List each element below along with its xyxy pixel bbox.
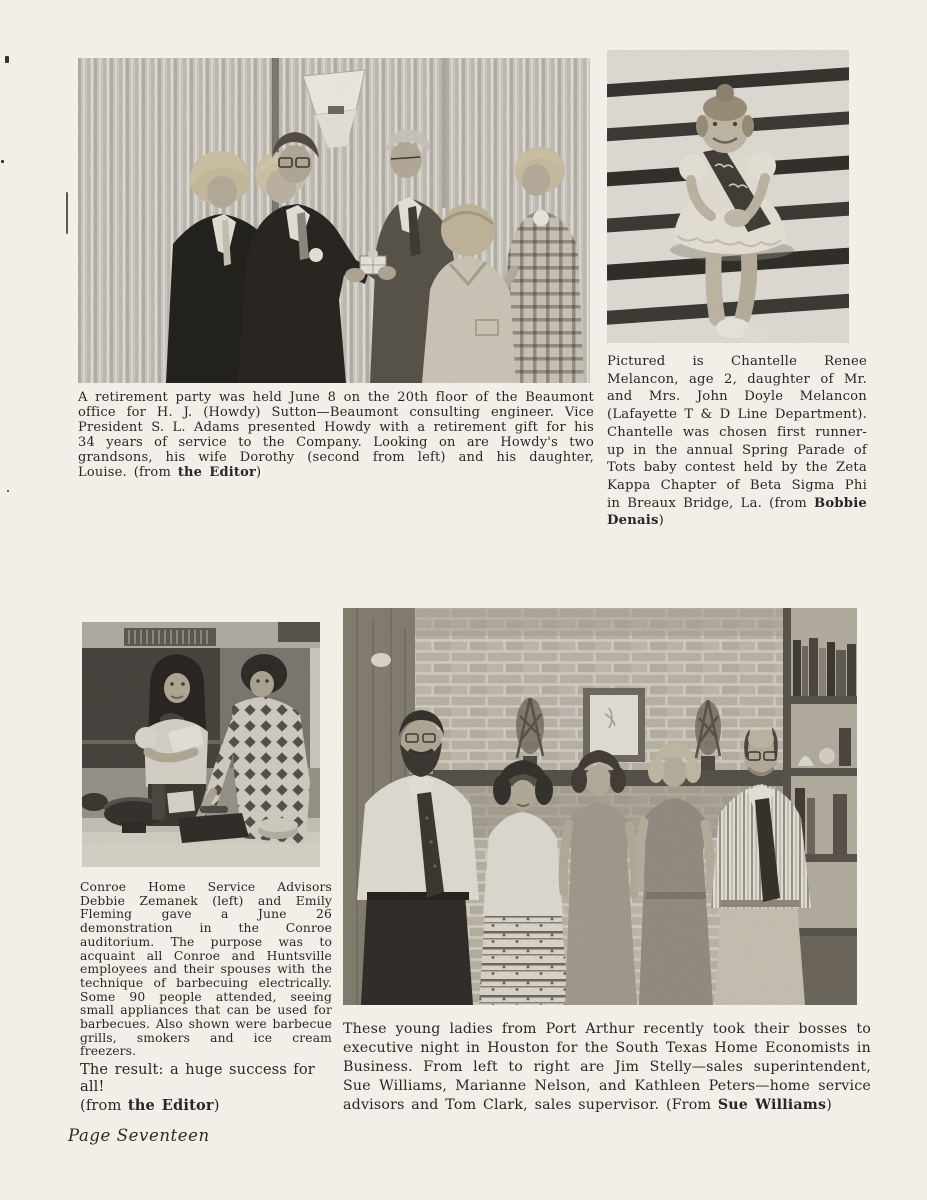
pageant-girl-photo — [607, 50, 849, 343]
retirement-party-caption — [78, 391, 594, 480]
credit-name: Bobbie Denais — [607, 495, 868, 529]
caption-text: Pictured is Chantelle Renee Melancon, age 2, daughter of Mr. and Mrs. John Doyle Melancon (Lafayette T & D Line Department). Chantelle was chosen first runner-up in the annual Spring Parade of Tots baby contest held by the Zeta Kappa Chapter of Beta Sigma Phi in Breaux Bridge, La. — [607, 354, 867, 511]
port-arthur-group-photo — [343, 608, 857, 1005]
scan-scratch — [66, 192, 68, 234]
credit-open: (from — [133, 464, 178, 480]
pageant-girl-illustration — [607, 50, 849, 343]
result-line: The result: a huge success for all! — [80, 1061, 315, 1096]
retirement-party-illustration — [78, 58, 590, 383]
credit-name: the Editor — [127, 1097, 214, 1115]
page-number: Page Seventeen — [68, 1126, 210, 1145]
credit-close: ) — [658, 513, 664, 529]
caption-text: These young ladies from Port Arthur recently took their bosses to executive night in Houston for the South Texas Home Economists in Business. From left to right are Jim Stelly—sales superintendent, Sue Williams, Marianne Nelson, and Kathleen Peters—home service advisors and Tom Clark, sales supervisor. — [343, 1021, 871, 1113]
cooking-demo-photo — [82, 622, 320, 867]
pageant-girl-caption — [607, 353, 867, 530]
port-arthur-caption — [343, 1020, 871, 1115]
credit-close: ) — [213, 1097, 220, 1115]
caption-text: A retirement party was held June 8 on the 20th floor of the Beaumont office for H. J. (Howdy) Sutton—Beaumont consulting engineer. Vice President S. L. Adams presented Howdy with a retirement gift for his 34 years of service to the Company. Looking on are Howdy's two grandsons, his wife Dorothy (second from left) and his daughter, Louise. — [78, 390, 594, 480]
credit-close: ) — [256, 464, 262, 480]
credit-open: (from — [769, 495, 815, 511]
scan-speck — [7, 490, 9, 492]
port-arthur-group-illustration — [343, 608, 857, 1005]
scan-speck — [1, 160, 4, 163]
credit-name: the Editor — [177, 464, 257, 480]
retirement-party-photo — [78, 58, 590, 383]
credit-close: ) — [826, 1097, 832, 1113]
caption-text: Conroe Home Service Advisors Debbie Zemanek (left) and Emily Fleming gave a June 26 demonstration in the Conroe auditorium. The purpose was to acquaint all Conroe and Huntsville employees and their spouses with the technique of barbecuing electrically. Some 90 people attended, seeing small appliances that can be used for barbecues. Also shown were barbecue grills, smokers and ice cream freezers. — [80, 880, 332, 1059]
scan-speck — [5, 56, 9, 63]
credit-open: (From — [665, 1097, 718, 1113]
credit-open: (from — [80, 1097, 128, 1115]
cooking-demo-caption — [80, 881, 332, 1114]
cooking-demo-illustration — [82, 622, 320, 867]
credit-name: Sue Williams — [717, 1097, 827, 1113]
credit-wrap — [80, 1097, 332, 1114]
